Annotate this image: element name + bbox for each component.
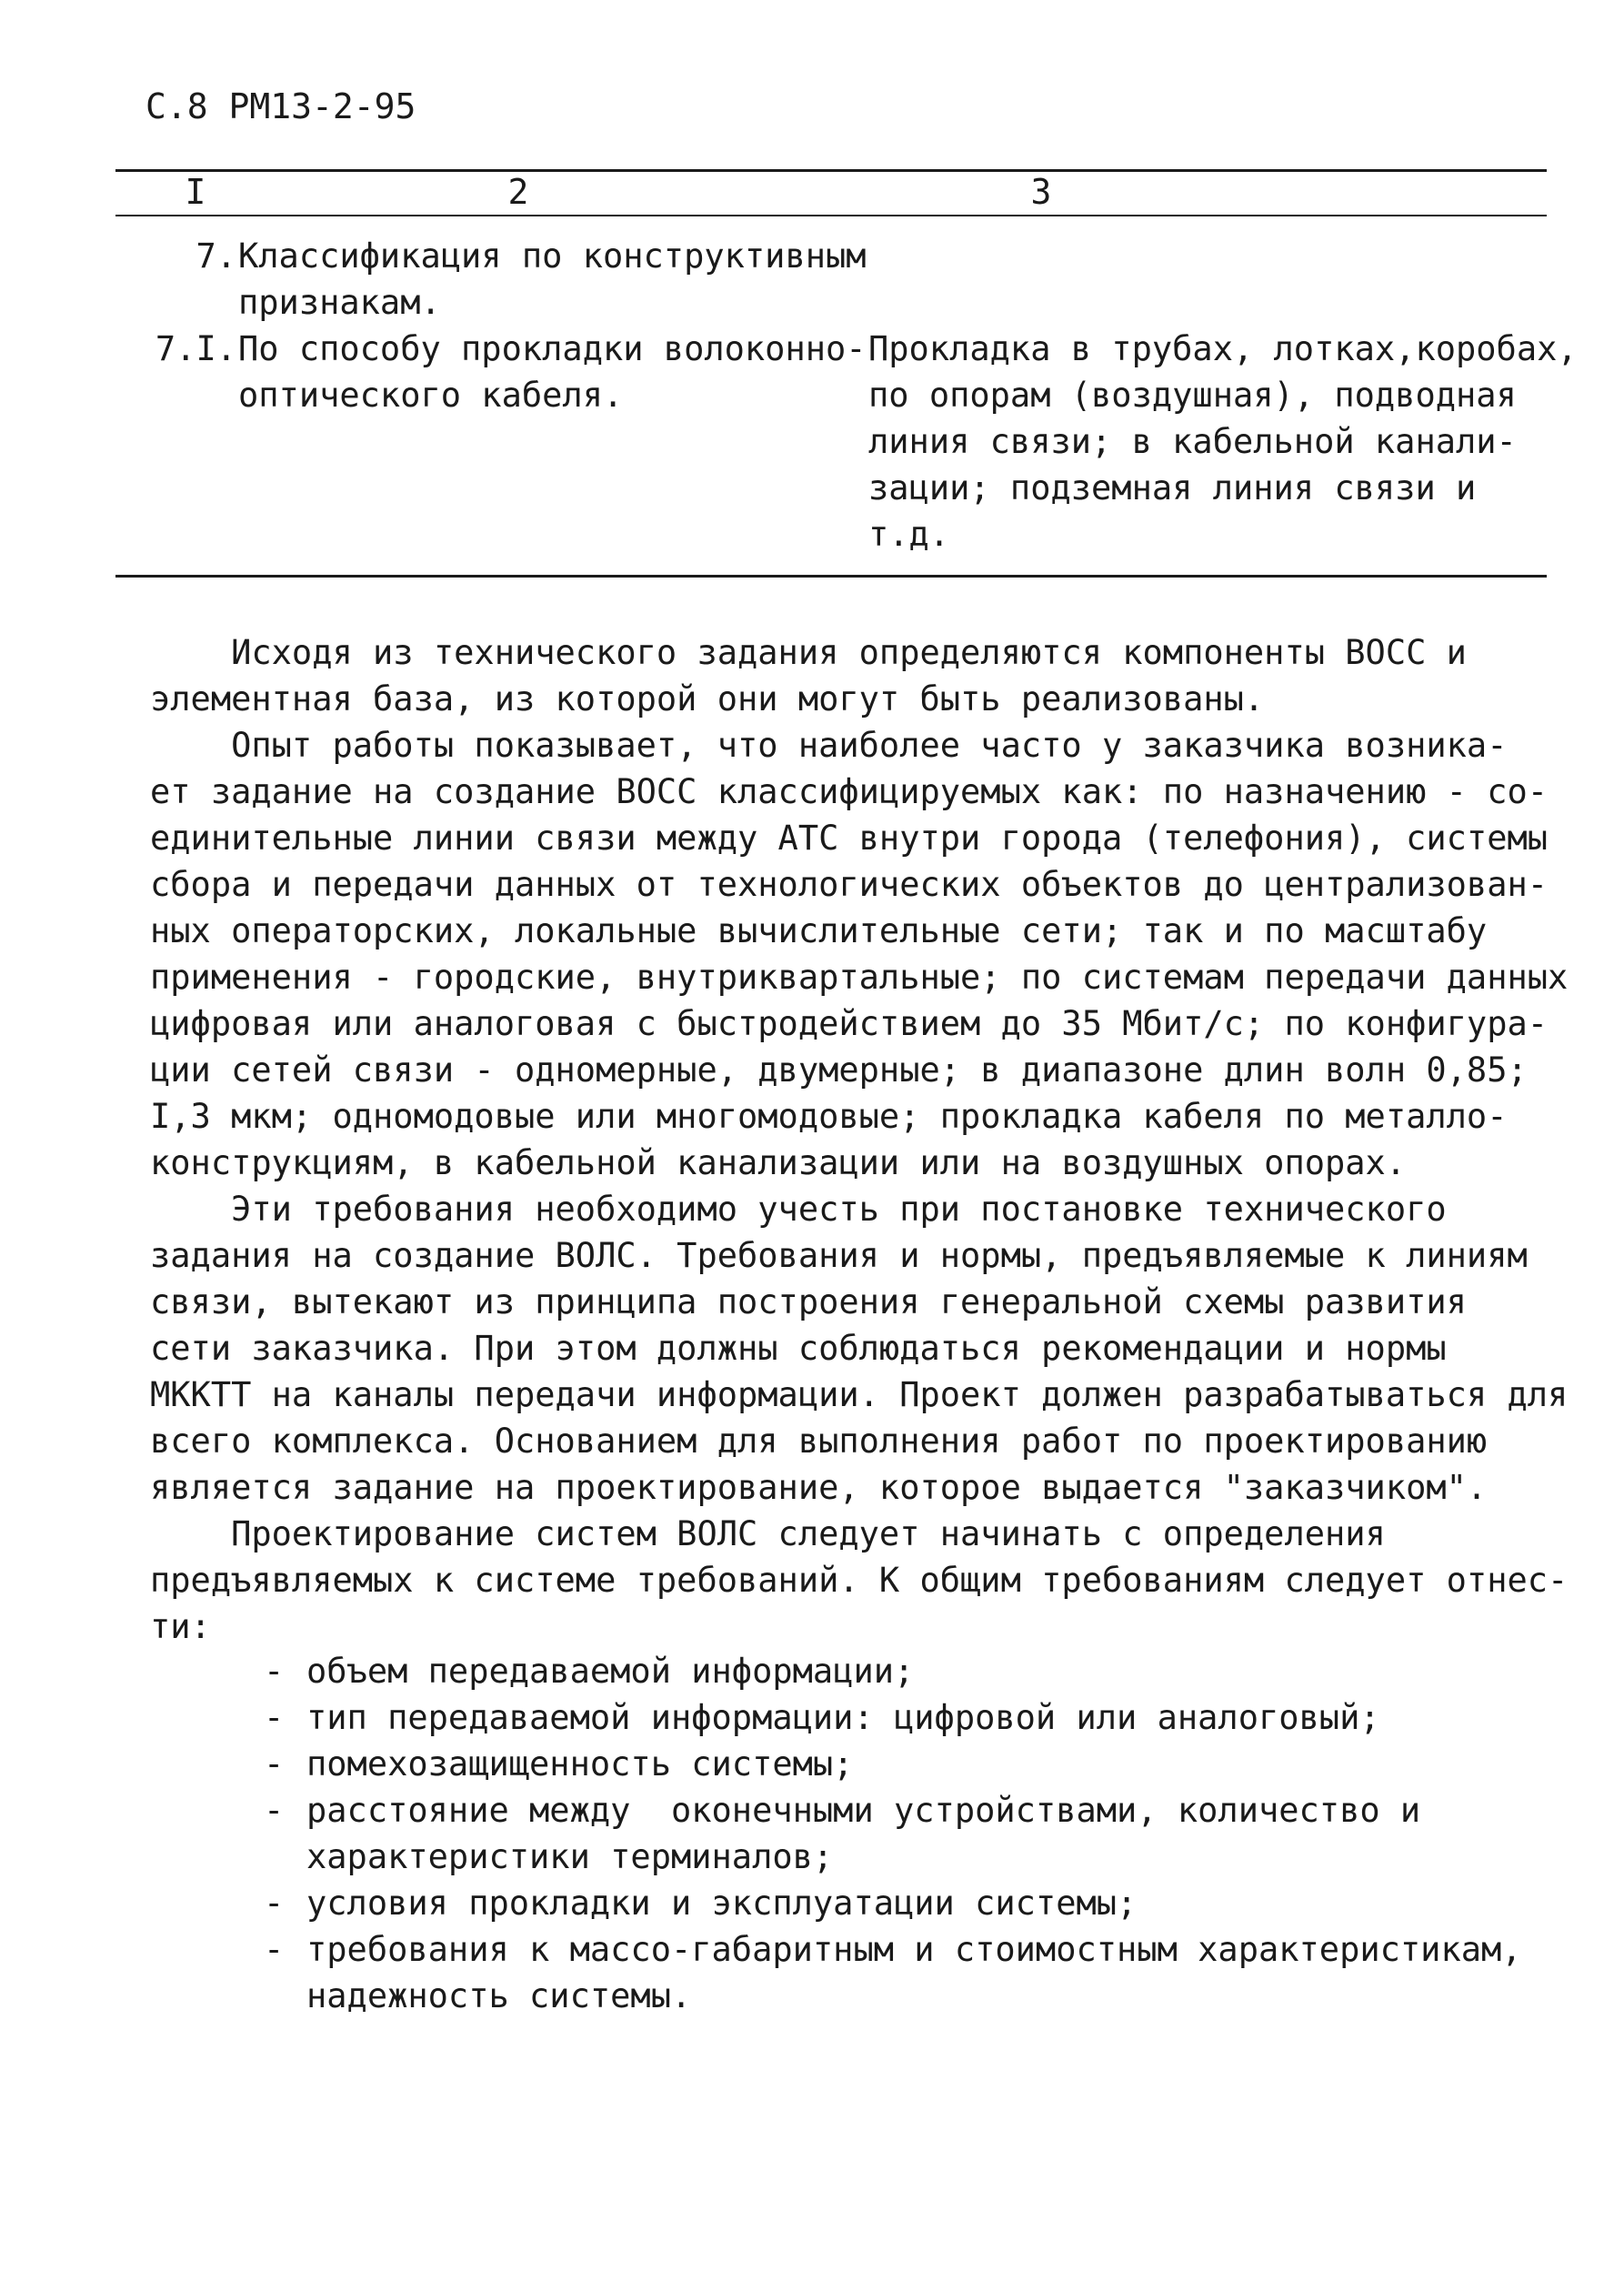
table-row-number: 7.I.: [155, 329, 236, 368]
cell-line: Классификация по конструктивным: [238, 236, 867, 276]
paragraph-line: применения - городские, внутриквартальные; по системам передачи данных: [150, 958, 1569, 997]
cell-line: По способу прокладки волоконно-: [238, 329, 867, 368]
paragraph-line: элементная база, из которой они могут быть реализованы.: [150, 679, 1265, 718]
table-bottom-rule: [115, 575, 1547, 578]
paragraph: [150, 1511, 1569, 1650]
paragraph-line: Проектирование систем ВОЛС следует начинать с определения: [150, 1514, 1386, 1553]
paragraph-line: связи, вытекают из принципа построения генеральной схемы развития: [150, 1282, 1467, 1321]
table-cell-criterion: [238, 326, 867, 418]
list-item: [264, 1741, 1522, 1787]
table-top-rule: [115, 169, 1547, 172]
paragraph-line: задания на создание ВОЛС. Требования и нормы, предъявляемые к линиям: [150, 1236, 1528, 1275]
list-item-line: объем передаваемой информации;: [306, 1652, 915, 1691]
paragraph-line: ных операторских, локальные вычислительные сети; так и по масштабу: [150, 911, 1488, 950]
list-item-line: характеристики терминалов;: [306, 1837, 834, 1876]
paragraph-line: всего комплекса. Основанием для выполнения работ по проектированию: [150, 1422, 1488, 1461]
list-item: [264, 1648, 1522, 1694]
paragraph: [150, 722, 1569, 1186]
list-item-line: требования к массо-габаритным и стоимостным характеристикам,: [306, 1930, 1522, 1969]
cell-line: т.д.: [868, 515, 950, 554]
paragraph-line: сбора и передачи данных от технологических объектов до централизован-: [150, 865, 1549, 904]
paragraph-line: предъявляемых к системе требований. К общим требованиям следует отнес-: [150, 1561, 1569, 1600]
paragraph-line: Исходя из технического задания определяются компоненты ВОСС и: [150, 633, 1467, 672]
paragraph-line: I,3 мкм; одномодовые или многомодовые; прокладка кабеля по металло-: [150, 1097, 1508, 1136]
list-item-line: условия прокладки и эксплуатации системы;: [306, 1884, 1138, 1923]
cell-line: Прокладка в трубах, лотках,коробах,: [868, 329, 1578, 368]
paragraph: [150, 1186, 1569, 1511]
paragraph-line: Эти требования необходимо учесть при постановке технического: [150, 1190, 1447, 1229]
table-row-number: 7.: [195, 236, 236, 276]
table-cell-classification: [238, 233, 867, 326]
list-item-line: расстояние между оконечными устройствами, количество и: [306, 1791, 1421, 1830]
list-item-line: тип передаваемой информации: цифровой или аналоговый;: [306, 1698, 1380, 1737]
paragraph-line: МККТТ на каналы передачи информации. Проект должен разрабатываться для: [150, 1375, 1569, 1414]
table-cell-description: [868, 326, 1578, 558]
page-header: С.8 РМ13-2-95: [145, 86, 416, 126]
paragraph-line: сети заказчика. При этом должны соблюдаться рекомендации и нормы: [150, 1329, 1447, 1368]
list-item: [264, 1926, 1522, 2019]
list-dash: -: [264, 1698, 285, 1737]
cell-line: по опорам (воздушная), подводная: [868, 376, 1517, 415]
cell-line: линия связи; в кабельной канали-: [868, 422, 1517, 461]
paragraph-line: Опыт работы показывает, что наиболее часто у заказчика возника-: [150, 726, 1508, 765]
list-dash: -: [264, 1652, 285, 1691]
list-dash: -: [264, 1884, 285, 1923]
cell-line: признакам.: [238, 283, 441, 322]
list-item: [264, 1787, 1522, 1880]
paragraph: [150, 629, 1478, 722]
cell-line: зации; подземная линия связи и: [868, 468, 1477, 507]
cell-line: оптического кабеля.: [238, 376, 624, 415]
column-header-1: I: [185, 172, 206, 212]
paragraph-line: ти:: [150, 1607, 211, 1646]
list-dash: -: [264, 1930, 285, 1969]
list-dash: -: [264, 1744, 285, 1784]
list-item-line: помехозащищенность системы;: [306, 1744, 854, 1784]
list-item: [264, 1880, 1522, 1926]
requirements-list: [264, 1648, 1522, 2019]
paragraph-line: цифровая или аналоговая с быстродействием до 35 Мбит/с; по конфигура-: [150, 1004, 1549, 1043]
paragraph-line: единительные линии связи между АТС внутри города (телефония), системы: [150, 819, 1549, 858]
paragraph-line: ции сетей связи - одномерные, двумерные; в диапазоне длин волн 0,85;: [150, 1050, 1528, 1090]
table-header-rule: [115, 215, 1547, 216]
column-header-3: 3: [1030, 172, 1052, 212]
list-item: [264, 1694, 1522, 1741]
paragraph-line: конструкциям, в кабельной канализации или на воздушных опорах.: [150, 1143, 1407, 1182]
paragraph-line: ет задание на создание ВОСС классифицируемых как: по назначению - со-: [150, 772, 1549, 811]
list-item-line: надежность системы.: [306, 1976, 692, 2015]
paragraph-line: является задание на проектирование, которое выдается "заказчиком".: [150, 1468, 1488, 1507]
column-header-2: 2: [507, 172, 529, 212]
list-dash: -: [264, 1791, 285, 1830]
